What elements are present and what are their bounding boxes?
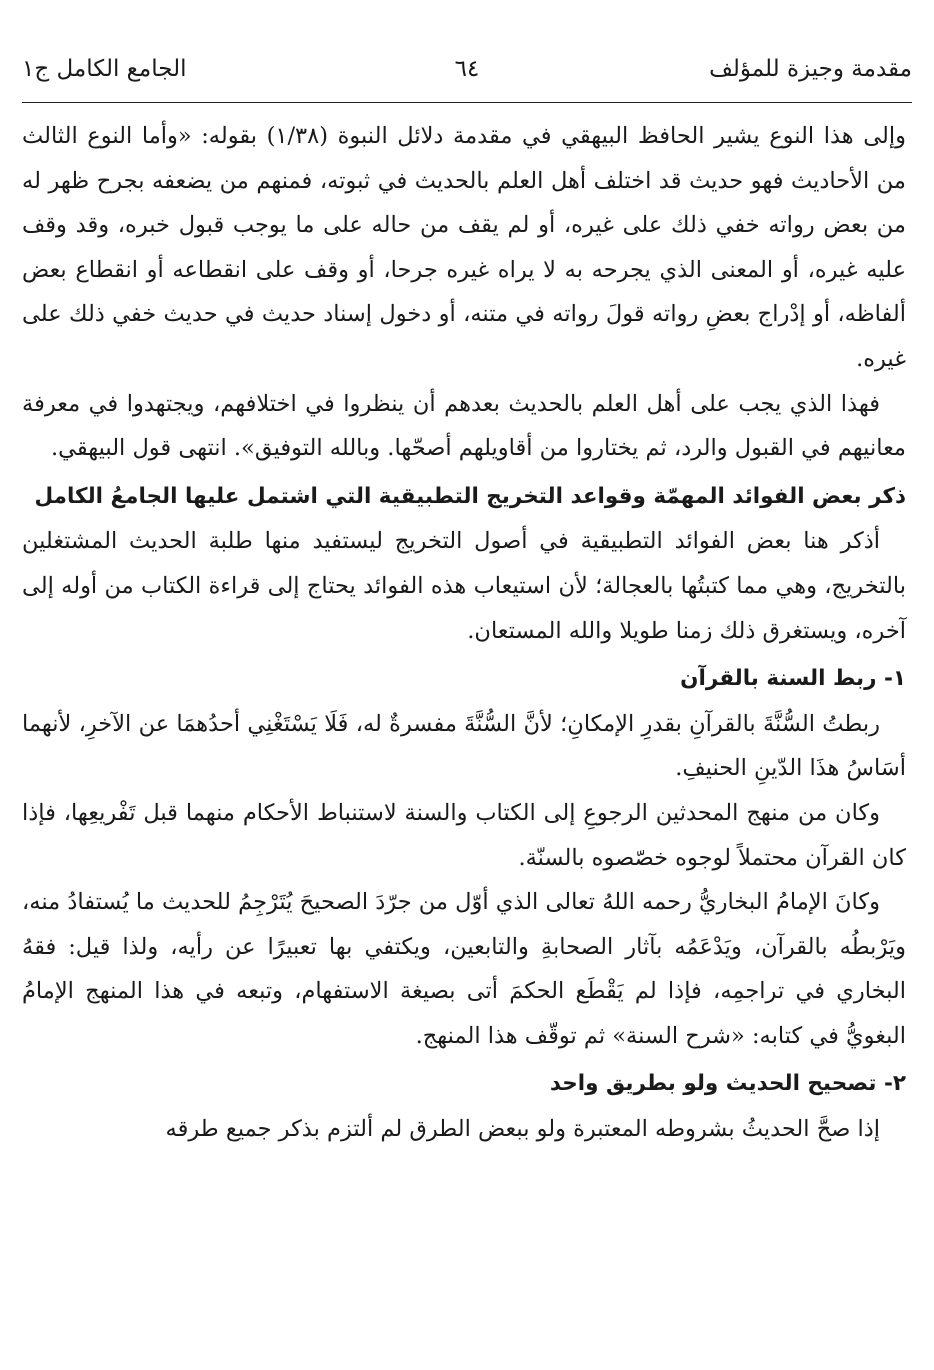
paragraph: ربطتُ السُّنَّةَ بالقرآنِ بقدرِ الإمكانِ؛ لأنَّ السُّنَّةَ مفسرةٌ له، فَلَا يَسْتَغْنِي أحدُهمَا عن الآخرِ، لأنهما أسَاسُ هذَا الدّينِ الحنيفِ. [22, 710, 906, 782]
paragraph: وكانَ الإمامُ البخاريُّ رحمه اللهُ تعالى الذي أوّل من جرّدَ الصحيحَ يُتَرْجِمُ للحديث ما يُستفادُ منه، ويَرْبطُه بالقرآن، ويَدْعَمُه بآثار الصحابةِ والتابعين، ويكتفي بها تعبيرًا عن رأيه، ولذا قيل: فقهُ البخاري في تراجمِه، فإذا لم يَقْطَع الحكمَ أتى بصيغة الاستفهام، وتبعه في هذا المنهج الإمامُ البغويُّ في كتابه: «شرح السنة» ثم توقّف هذا المنهج. [22, 889, 906, 1049]
section-heading: ذكر بعض الفوائد المهمّة وقواعد التخريج التطبيقية التي اشتمل عليها الجامعُ الكامل [34, 483, 906, 509]
page-header [22, 56, 912, 96]
paragraph: وإلى هذا النوع يشير الحافظ البيهقي في مقدمة دلائل النبوة (١/٣٨) بقوله: «وأما النوع الثالث من الأحاديث فهو حديث قد اختلف أهل العلم بالحديث في ثبوته، فمنهم من يضعفه بجرح ظهر له من بعض رواته خفي ذلك على غيره، أو لم يقف من حاله على ما يوجب قبول خبره، وقد وقف عليه غيره، أو المعنى الذي يجرحه به لا يراه غيره جرحا، أو وقف على انقطاعه أو انقطاع بعض ألفاظه، أو إدْراج بعضِ رواته قولَ رواته في متنه، أو دخول إسناد حديث في حديث خفي ذلك على غيره. [22, 123, 906, 372]
paragraph: أذكر هنا بعض الفوائد التطبيقية في أصول التخريج ليستفيد منها طلبة الحديث المشتغلين بالتخريج، وهي مما كتبتُها بالعجالة؛ لأن استيعاب هذه الفوائد يحتاج إلى قراءة الكتاب من أوله إلى آخره، ويستغرق ذلك زمنا طويلا والله المستعان. [22, 528, 906, 644]
running-head-book: الجامع الكامل ج١ [22, 56, 187, 82]
header-rule [22, 102, 912, 103]
paragraph: إذا صحَّ الحديثُ بشروطه المعتبرة ولو ببعض الطرق لم ألتزم بذكر جميع طرقه [165, 1116, 880, 1143]
page-number: ٦٤ [454, 56, 480, 82]
paragraph: وكان من منهج المحدثين الرجوعِ إلى الكتاب والسنة لاستنباط الأحكام منهما قبل تَفْريعِها، فإذا كان القرآن محتملاً لوجوه خصّصوه بالسنّة. [22, 799, 906, 871]
point-heading-2: ٢- تصحيح الحديث ولو بطريق واحد [549, 1071, 906, 1097]
page-body [22, 114, 906, 1152]
paragraph: فهذا الذي يجب على أهل العلم بالحديث بعدهم أن ينظروا في اختلافهم، ويجتهدوا في معرفة معانيهم في القبول والرد، ثم يختاروا من أقاويلهم أصحّها. وبالله التوفيق». انتهى قول البيهقي. [22, 390, 906, 462]
running-head-section: مقدمة وجيزة للمؤلف [709, 56, 912, 82]
point-heading-1: ١- ربط السنة بالقرآن [680, 666, 906, 692]
